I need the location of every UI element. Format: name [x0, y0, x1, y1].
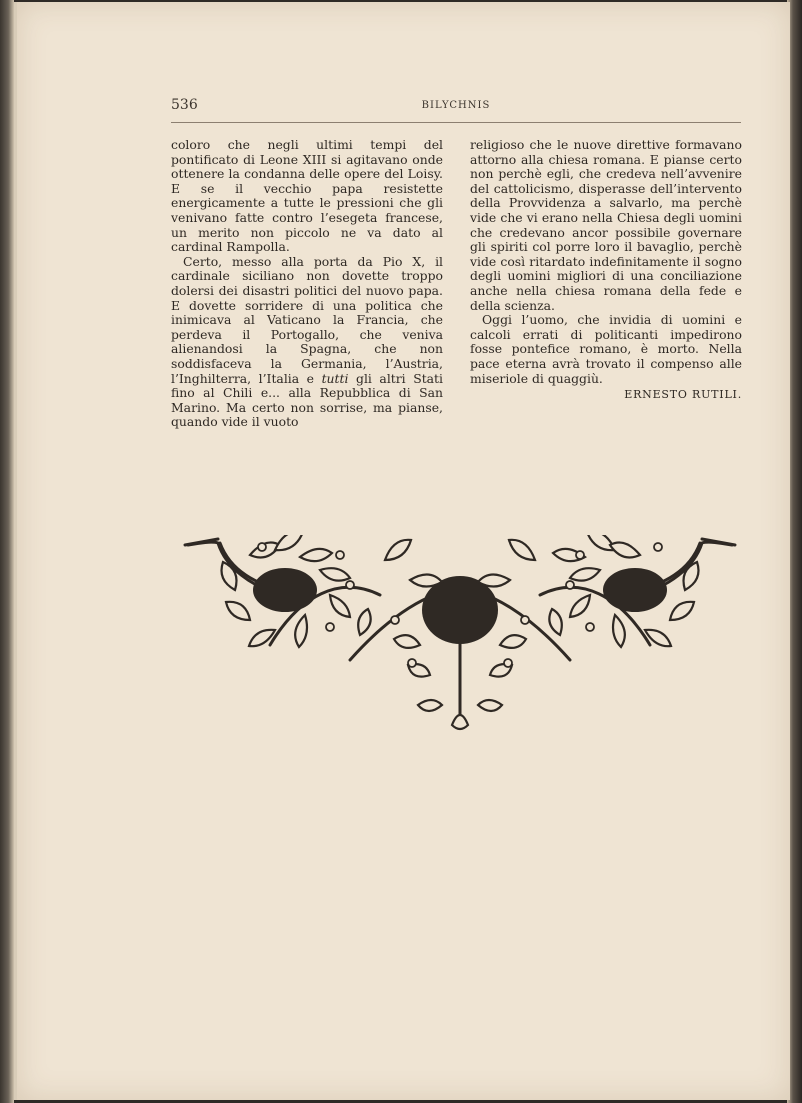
header-rule — [171, 122, 741, 123]
paragraph: coloro che negli ultimi tempi del pontificato di Leone XIII si agitavano onde ottenere la condanna delle opere del Loisy. E se il vecchio papa resistette energicamente a tutte le pressioni che gli venivano fatte contro l’esegeta francese, un merito non piccolo ne va dato al cardinal Rampolla. — [171, 137, 443, 255]
page-header — [171, 97, 741, 117]
author-signature: ERNESTO RUTILI. — [624, 388, 742, 402]
scan-edge-left — [0, 0, 14, 1103]
page-number: 536 — [171, 97, 198, 113]
paragraph — [171, 255, 443, 430]
paragraph: religioso che le nuove direttive formavano attorno alla chiesa romana. E pianse certo non perchè egli, che credeva nell’avvenire del cattolicismo, disperasse dell’intervento della Provvidenza a salvarlo, ma perchè vide che vi erano nella Chiesa degli uomini che credevano ancor possibile governare gli spiriti col porre loro il bavaglio, perchè vide così ritardato indefinitamente il sogno degli uomini migliori di una conciliazione anche nella chiesa romana della fede e della scienza. — [470, 137, 742, 313]
text-column-right — [470, 138, 742, 403]
paragraph-text: Certo, messo alla porta da Pio X, il cardinale siciliano non dovette troppo dolersi dei disastri politici del nuovo papa. E dovette sorridere di una politica che inimicava al Vaticano la Francia, che perdeva il Portogallo, che veniva alienandosi la Spagna, che non soddisfaceva la Germania, l’Austria, l’Inghilterra, l’Italia e — [171, 253, 443, 386]
paragraph-text: gli altri Stati fino al Chili e... alla Repubblica di San Marino. Ma certo non sorrise, ma pianse, quando vide il vuoto — [171, 370, 443, 430]
emphasis-text: tutti — [321, 370, 349, 386]
running-title: BILYCHNIS — [421, 100, 491, 111]
paragraph: Oggi l’uomo, che invidia di uomini e calcoli errati di politicanti impedirono fosse pontefice romano, è morto. Nella pace eterna avrà trovato il compenso alle miseriole di quaggiù. — [470, 312, 742, 386]
text-column-left — [171, 138, 443, 430]
laurel-ornament-icon — [180, 535, 740, 735]
